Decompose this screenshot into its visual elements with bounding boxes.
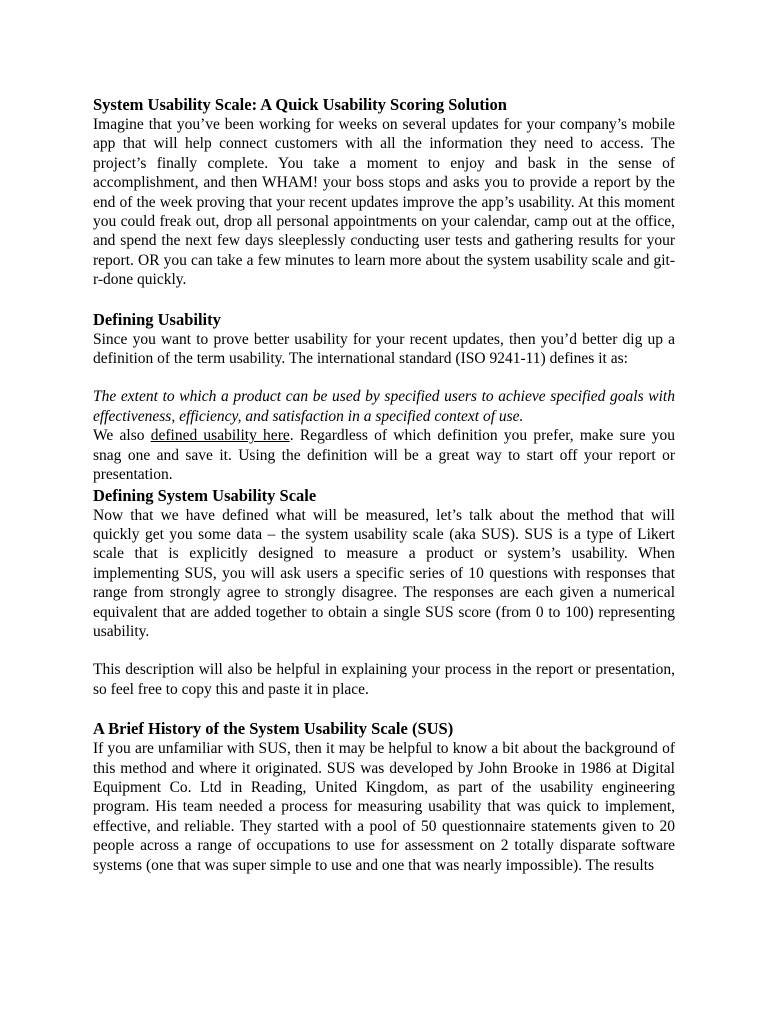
sus-description-note: This description will also be helpful in explaining your process in the report or presentation, so feel free to copy this and paste it in place. bbox=[93, 661, 675, 698]
followup-text-pre: We also bbox=[93, 427, 151, 445]
defined-usability-link[interactable]: defined usability here bbox=[150, 427, 290, 445]
followup-text-post: . Regardless of which definition you prefer, make sure you snag one and save it. Using the definition will be a great way to start off your report or presentation. bbox=[93, 427, 675, 484]
definition-followup-paragraph bbox=[93, 426, 675, 484]
section-heading-defining-usability: Defining Usability bbox=[93, 309, 221, 329]
section-heading-defining-sus: Defining System Usability Scale bbox=[93, 485, 317, 505]
iso-definition-quote: The extent to which a product can be used by specified users to achieve specified goals with effectiveness, efficiency, and satisfaction in a specified context of use. bbox=[93, 388, 675, 425]
definition-paragraph: Since you want to prove better usability for your recent updates, then you’d better dig up a definition of the term usability. The international standard (ISO 9241-11) defines it as: bbox=[93, 330, 675, 368]
section-heading-sus: System Usability Scale: A Quick Usability Scoring Solution bbox=[93, 95, 507, 114]
history-paragraph: If you are unfamiliar with SUS, then it may be helpful to know a bit about the background of this method and where it originated. SUS was developed by John Brooke in 1986 at Digital Equipment Co. Ltd in Reading, United Kingdom, as part of the usability engineering program. His team needed a process for measuring usability that was quick to implement, effective, and reliable. They started with a pool of 50 questionnaire statements given to 20 people across a range of occupations to use for assessment on 2 totally disparate software systems (one that was super simple to use and one that was nearly impossible). The results bbox=[93, 740, 675, 874]
sus-method-paragraph: Now that we have defined what will be measured, let’s talk about the method that will quickly get you some data – the system usability scale (aka SUS). SUS is a type of Likert scale that is explicitly designed to measure a product or system’s usability. When implementing SUS, you will ask users a specific series of 10 questions with responses that range from strongly agree to strongly disagree. The responses are each given a numerical equivalent that are added together to obtain a single SUS score (from 0 to 100) representing usability. bbox=[93, 506, 675, 640]
section-heading-history: A Brief History of the System Usability Scale (SUS) bbox=[93, 719, 454, 739]
document-page bbox=[93, 94, 675, 875]
intro-paragraph: Imagine that you’ve been working for weeks on several updates for your company’s mobile app that will help connect customers with all the information they need to access. The project’s finally complete. You take a moment to enjoy and bask in the sense of accomplishment, and then WHAM! your boss stops and asks you to provide a report by the end of the week proving that your recent updates improve the app’s usability. At this moment you could freak out, drop all personal appointments on your calendar, camp out at the office, and spend the next few days sleeplessly conducting user tests and gathering results for your report. OR you can take a few minutes to learn more about the system usability scale and git-r-done quickly. bbox=[93, 116, 675, 289]
